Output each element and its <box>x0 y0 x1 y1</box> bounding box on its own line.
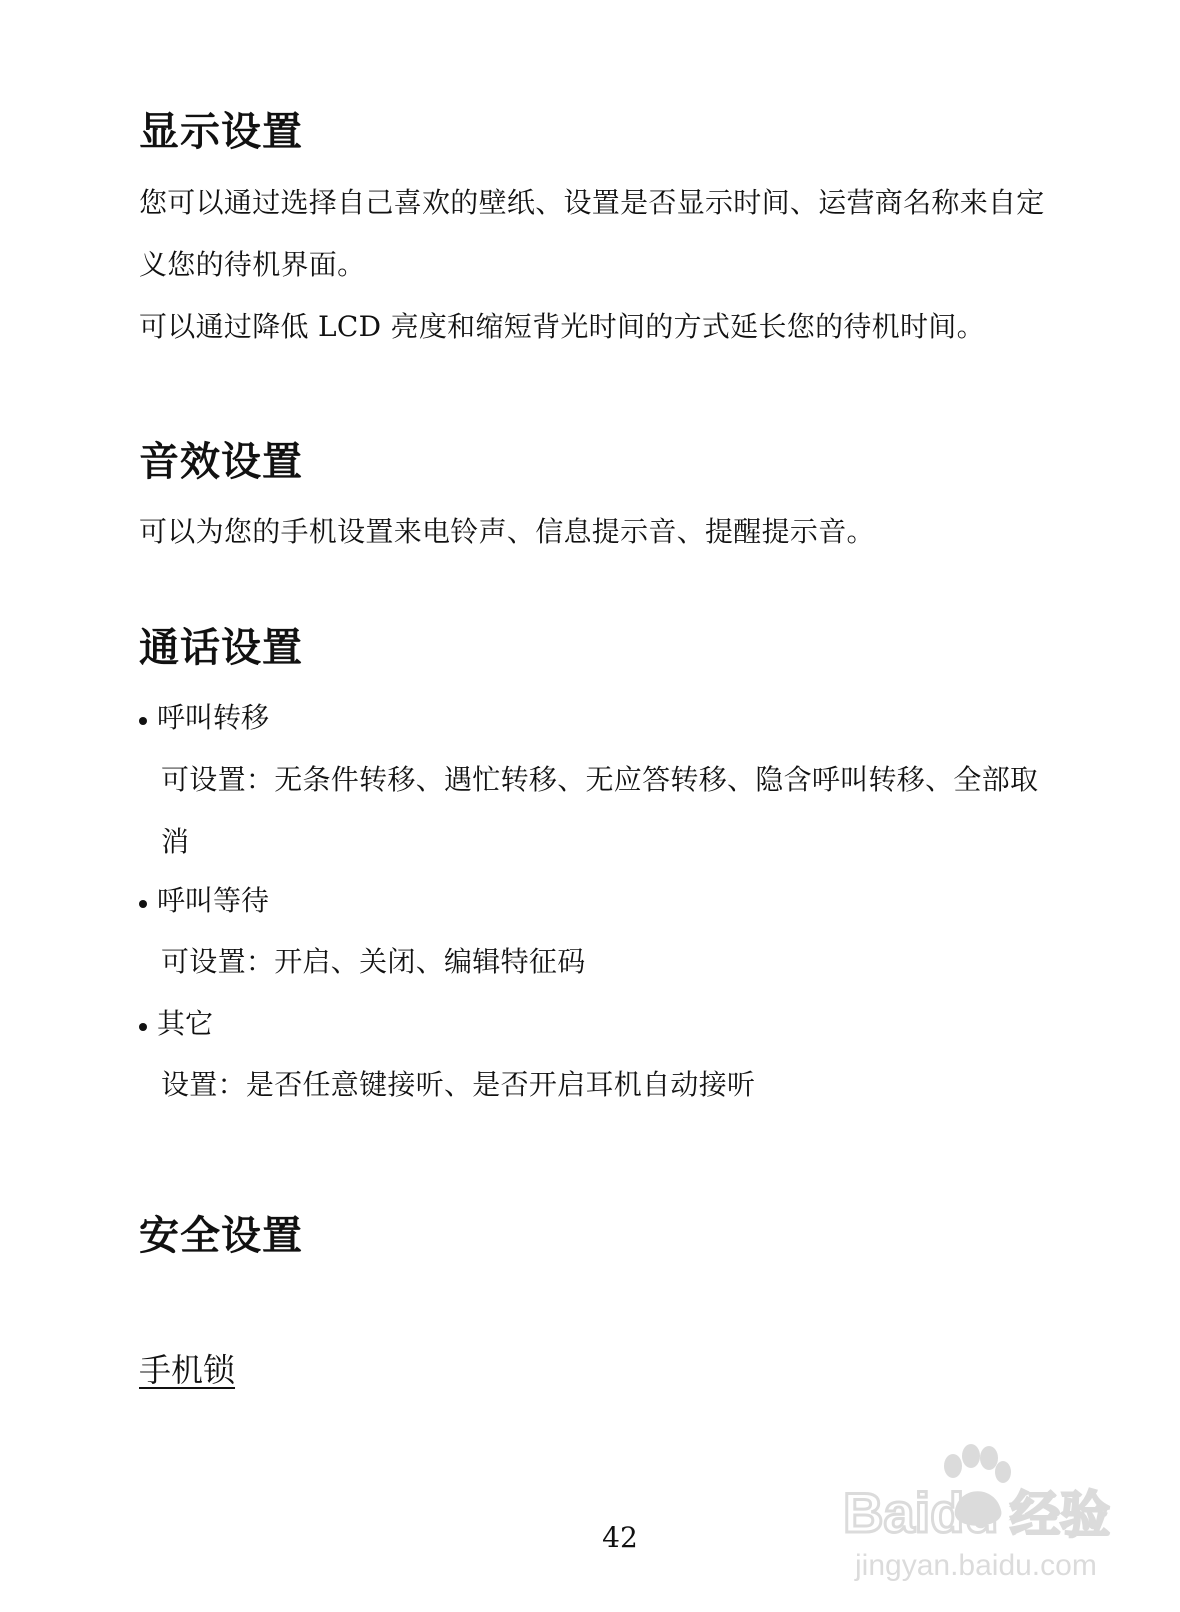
phone-lock-subheading: 手机锁 <box>139 1351 236 1389</box>
call-forwarding-desc-line2: 消 <box>161 825 190 858</box>
other-desc: 设置：是否任意键接听、是否开启耳机自动接听 <box>161 1068 756 1101</box>
paw-logo-icon <box>835 1440 1135 1590</box>
list-item-label: 呼叫转移 <box>157 701 270 734</box>
list-item-call-waiting <box>139 884 270 917</box>
watermark-url: jingyan.baidu.com <box>855 1549 1097 1582</box>
display-para1-line1: 您可以通过选择自己喜欢的壁纸、设置是否显示时间、运营商名称来自定 <box>139 186 1045 219</box>
list-item-label: 呼叫等待 <box>157 884 270 917</box>
list-item-label: 其它 <box>157 1007 214 1040</box>
heading-display-settings: 显示设置 <box>139 109 303 155</box>
watermark-brand: Baidu <box>843 1481 999 1544</box>
heading-call-settings: 通话设置 <box>139 625 303 671</box>
watermark-brand-cn: 经验 <box>1010 1486 1110 1544</box>
call-waiting-desc: 可设置：开启、关闭、编辑特征码 <box>161 945 586 978</box>
sound-para: 可以为您的手机设置来电铃声、信息提示音、提醒提示音。 <box>139 515 875 548</box>
display-para2: 可以通过降低 LCD 亮度和缩短背光时间的方式延长您的待机时间。 <box>139 310 985 343</box>
bullet-icon <box>139 1023 147 1031</box>
display-para1-line2: 义您的待机界面。 <box>139 248 366 281</box>
heading-sound-settings: 音效设置 <box>139 439 303 485</box>
bullet-icon <box>139 900 147 908</box>
bullet-icon <box>139 717 147 725</box>
list-item-other <box>139 1007 214 1040</box>
heading-security-settings: 安全设置 <box>139 1213 303 1259</box>
list-item-call-forwarding <box>139 701 270 734</box>
call-forwarding-desc-line1: 可设置：无条件转移、遇忙转移、无应答转移、隐含呼叫转移、全部取 <box>161 763 1039 796</box>
baidu-watermark-logo <box>835 1440 1135 1590</box>
page-number: 42 <box>602 1521 638 1554</box>
